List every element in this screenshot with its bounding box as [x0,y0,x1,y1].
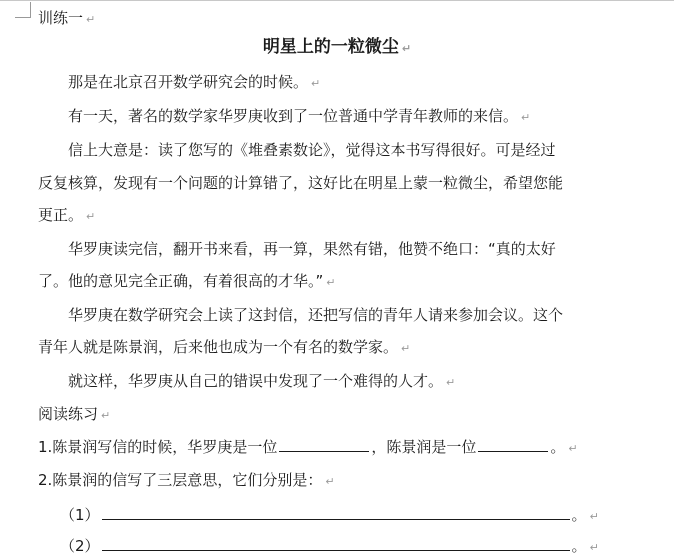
paragraph-mark-icon: ↵ [101,409,111,422]
paragraph-mark-icon: ↵ [401,342,411,355]
paragraph-line: 就这样，华罗庚从自己的错误中发现了一个难得的人才。 ↵ [68,372,456,390]
question-2-item: （2） 。 ↵ [60,537,599,555]
paragraph-line: 华罗庚读完信，翻开书来看，再一算，果然有错，他赞不绝口：“真的太好 [68,240,556,258]
paragraph-line: 青年人就是陈景润，后来他也成为一个有名的数学家。 ↵ [38,338,411,356]
paragraph-line: 信上大意是：读了您写的《堆叠素数论》，觉得这本书写得很好。可是经过 [68,141,556,159]
paragraph-mark-icon: ↵ [446,376,456,389]
paragraph-mark-icon: ↵ [589,510,599,523]
answer-blank[interactable] [478,437,548,452]
question-1: 1.陈景润写信的时候，华罗庚是一位 ，陈景润是一位 。 ↵ [38,438,578,456]
paragraph-mark-icon: ↵ [311,77,321,90]
paragraph-mark-icon: ↵ [325,475,335,488]
paragraph-line: 反复核算，发现有一个问题的计算错了，这好比在明星上蒙一粒微尘，希望您能 [38,174,564,192]
section-label: 训练一 ↵ [38,9,96,27]
paragraph-line: 有一天，著名的数学家华罗庚收到了一位普通中学青年教师的来信。 ↵ [68,107,531,125]
question-2-item: （1） 。 ↵ [60,506,599,524]
paragraph-mark-icon: ↵ [86,210,96,223]
paragraph-mark-icon: ↵ [589,541,599,554]
paragraph-mark-icon: ↵ [326,276,336,289]
answer-blank[interactable] [279,437,369,452]
paragraph-line: 那是在北京召开数学研究会的时候。 ↵ [68,73,321,91]
paragraph-mark-icon: ↵ [401,42,412,55]
answer-blank[interactable] [102,536,570,551]
paragraph-line: 华罗庚在数学研究会上读了这封信，还把写信的青年人请来参加会议。这个 [68,306,564,324]
exercise-label: 阅读练习 ↵ [38,405,111,423]
page-top-border [0,0,674,1]
paragraph-line: 了。他的意见完全正确，有着很高的才华。” ↵ [38,272,336,290]
article-title: 明星上的一粒微尘 ↵ [262,37,412,57]
paragraph-mark-icon: ↵ [521,111,531,124]
margin-crop-mark [15,2,31,18]
answer-blank[interactable] [102,505,570,520]
paragraph-line: 更正。 ↵ [38,206,96,224]
question-2: 2.陈景润的信写了三层意思，它们分别是： ↵ [38,471,335,489]
paragraph-mark-icon: ↵ [86,13,96,26]
paragraph-mark-icon: ↵ [568,442,578,455]
